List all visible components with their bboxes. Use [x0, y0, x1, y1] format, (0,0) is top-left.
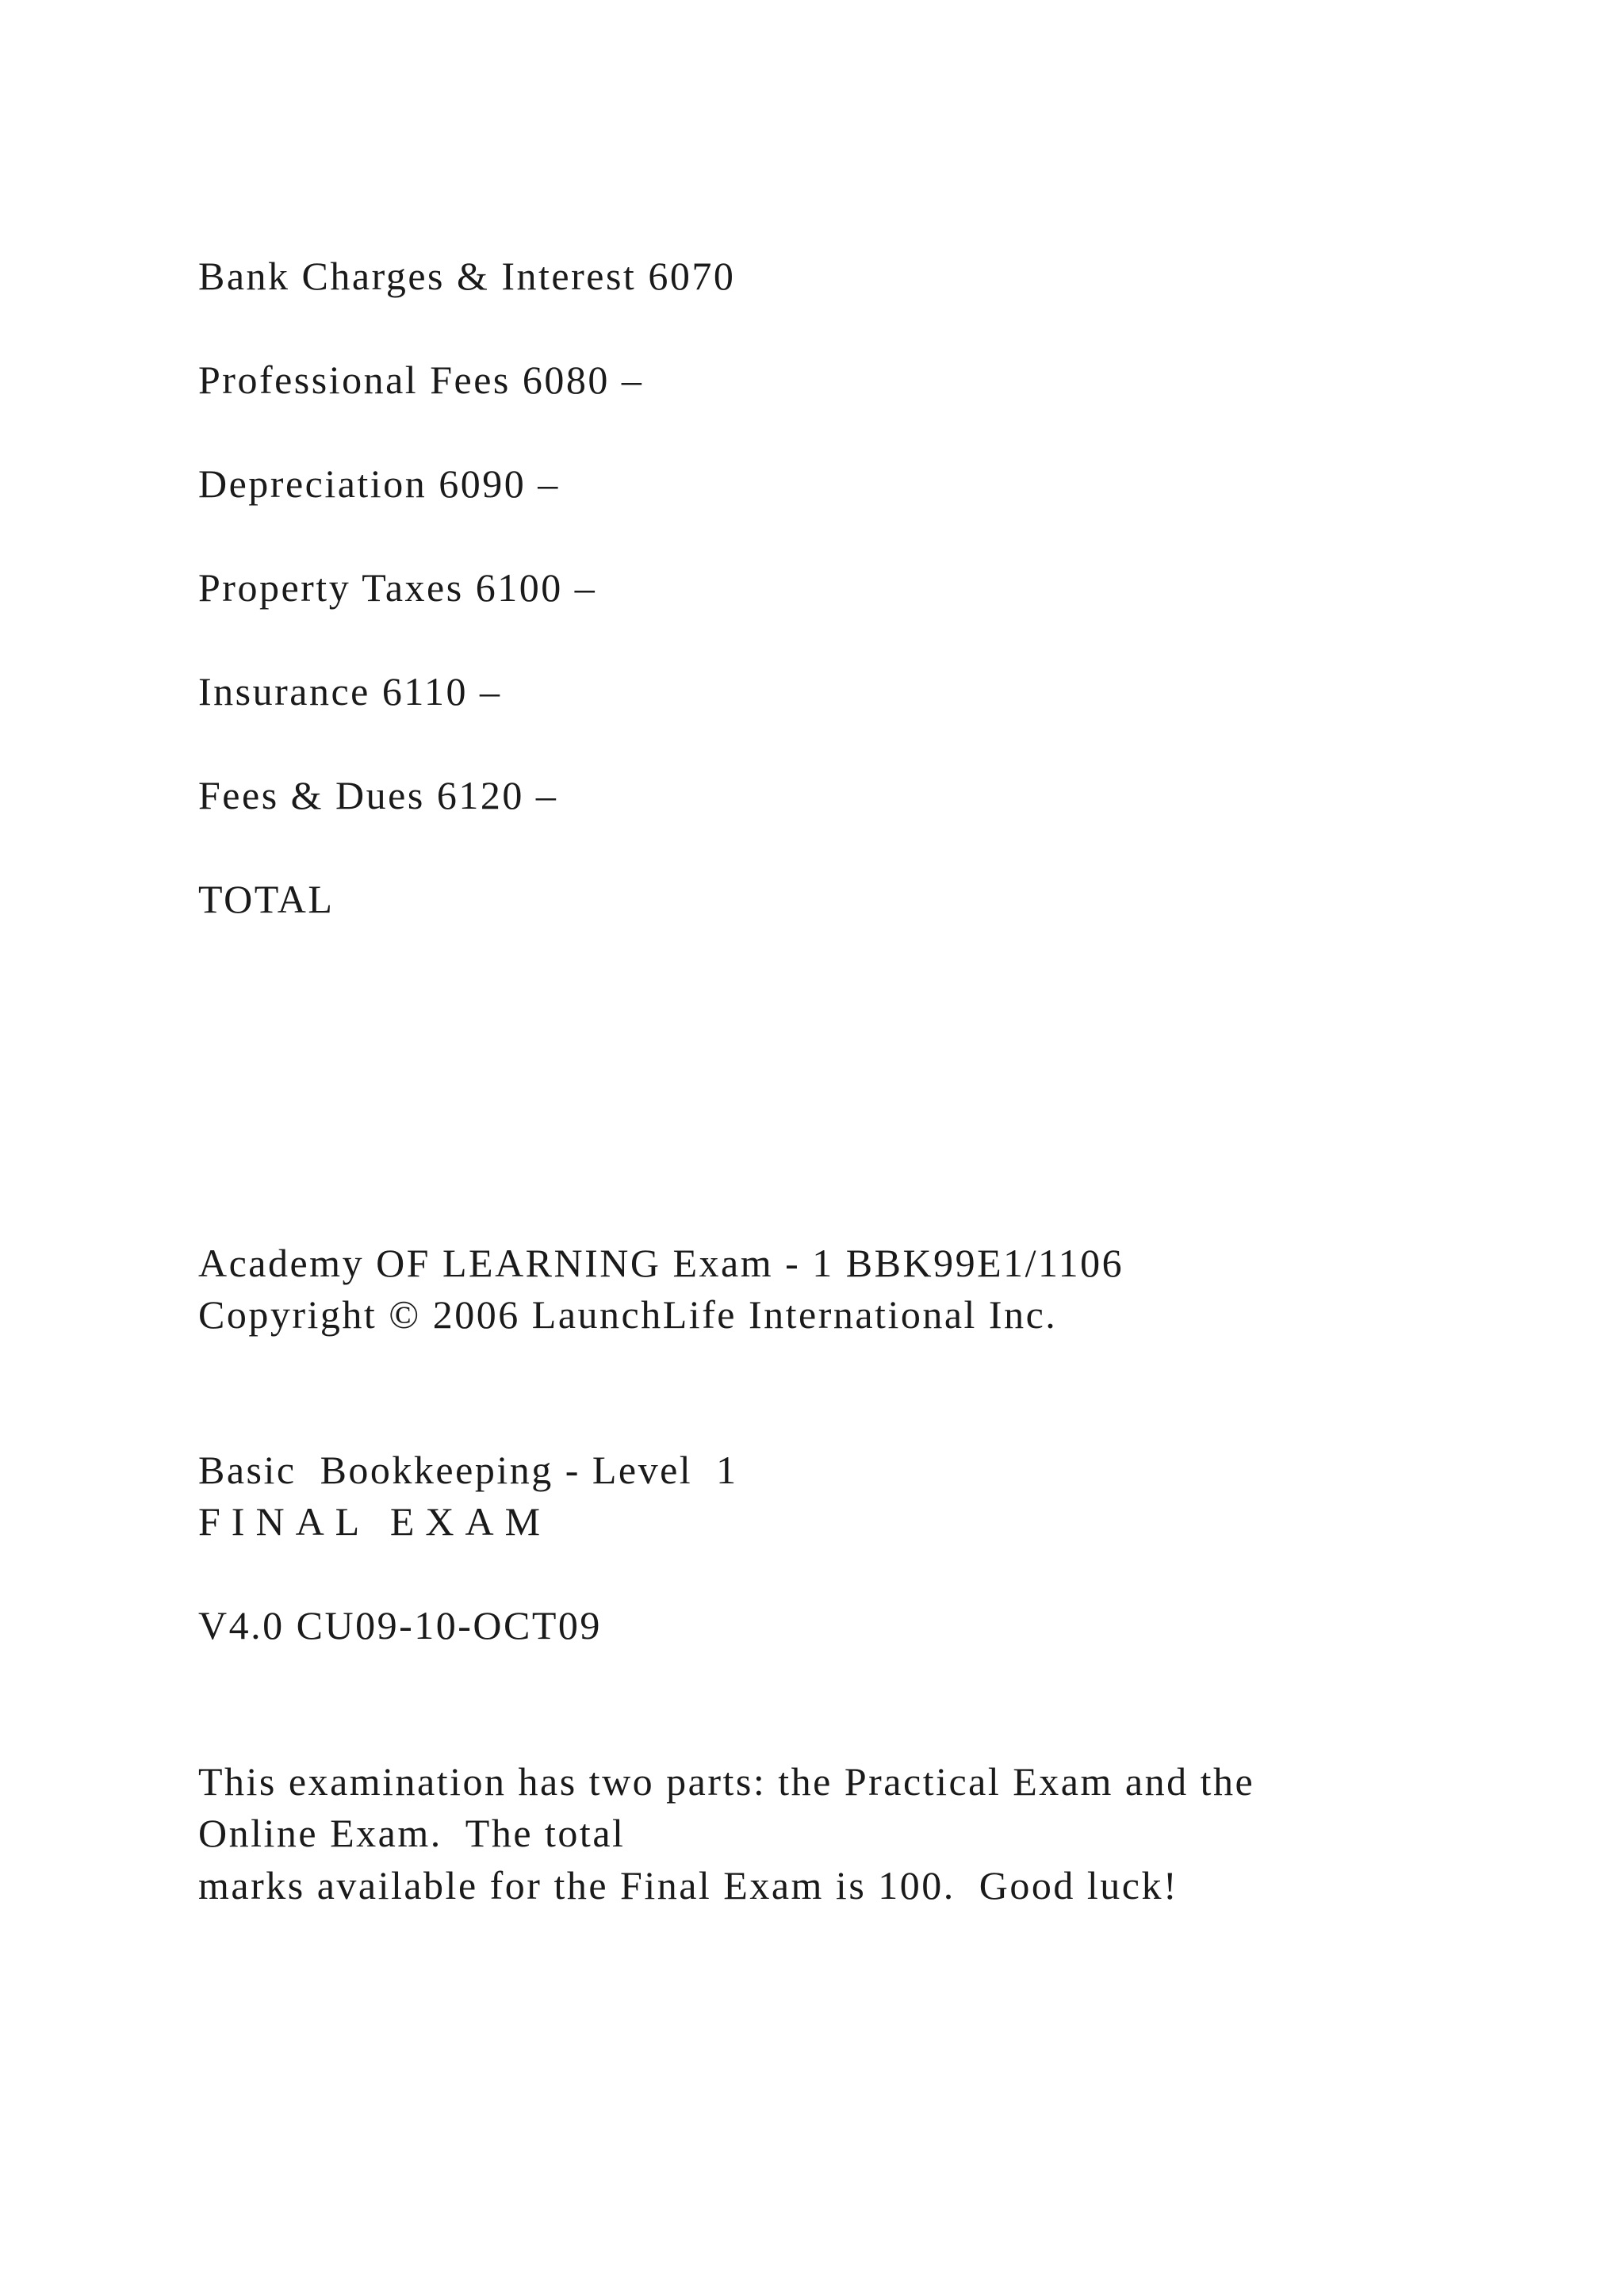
intro-line-2: Online Exam. The total: [198, 1811, 626, 1855]
account-suffix: –: [562, 565, 597, 610]
account-suffix: –: [609, 358, 644, 402]
account-name: Fees & Dues: [198, 773, 425, 817]
account-code: 6120: [436, 773, 524, 817]
account-suffix: –: [468, 669, 502, 714]
account-code: 6100: [475, 565, 563, 610]
account-name: Property Taxes: [198, 565, 464, 610]
account-code: 6070: [648, 254, 736, 298]
account-code: 6090: [439, 461, 527, 506]
account-line-insurance: [198, 666, 502, 717]
account-line-fees-dues: [198, 770, 557, 821]
account-name: Bank Charges & Interest: [198, 254, 637, 298]
final-exam-heading: FINAL EXAM: [198, 1499, 552, 1544]
account-line-professional-fees: [198, 354, 643, 405]
account-line-bank-charges: [198, 251, 735, 301]
version-line: V4.0 CU09-10-OCT09: [198, 1603, 602, 1647]
total-label: TOTAL: [198, 877, 335, 921]
account-name: Insurance: [198, 669, 370, 714]
intro-line-1: This examination has two parts: the Practical Exam and the: [198, 1759, 1255, 1804]
account-code: 6080: [522, 358, 610, 402]
account-name: Professional Fees: [198, 358, 511, 402]
account-line-depreciation: [198, 458, 560, 509]
intro-line-3: marks available for the Final Exam is 100. Good luck!: [198, 1863, 1179, 1908]
account-suffix: –: [523, 773, 558, 817]
account-code: 6110: [381, 669, 468, 714]
account-suffix: –: [526, 461, 560, 506]
account-line-property-taxes: [198, 562, 596, 613]
account-name: Depreciation: [198, 461, 427, 506]
copyright-line: Copyright © 2006 LaunchLife International Inc.: [198, 1292, 1058, 1337]
exam-code-line: Academy OF LEARNING Exam - 1 BBK99E1/1106: [198, 1241, 1124, 1285]
course-title: Basic Bookkeeping - Level 1: [198, 1448, 738, 1492]
